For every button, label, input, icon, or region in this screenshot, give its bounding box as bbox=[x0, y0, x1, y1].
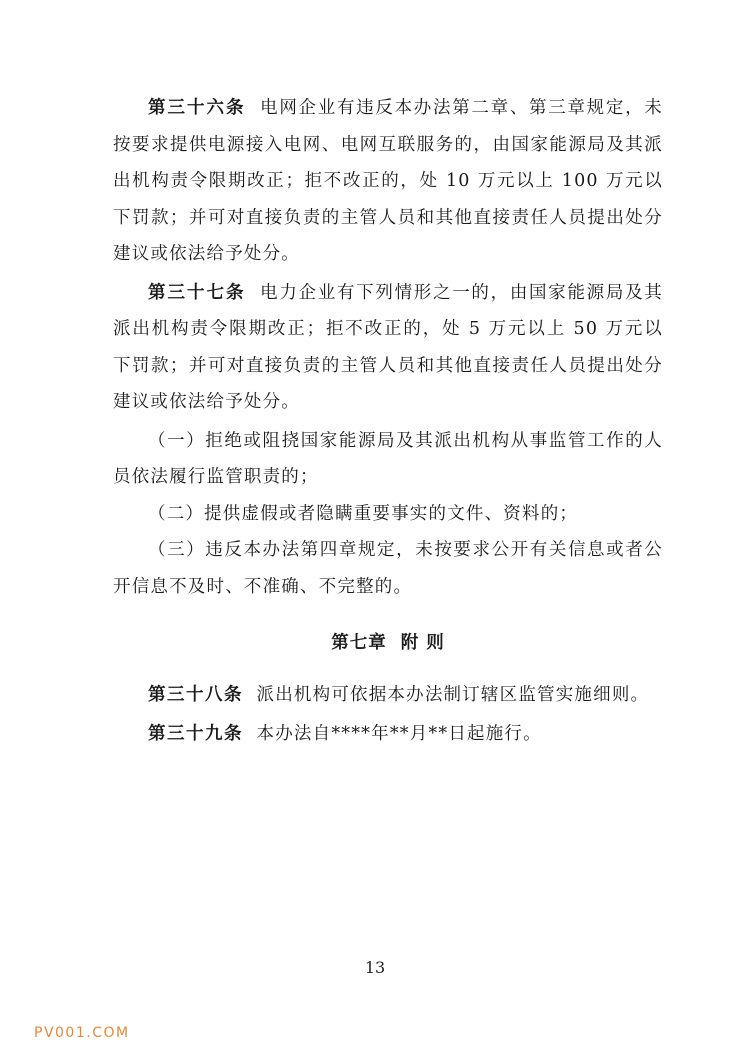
article-37-text: 电力企业有下列情形之一的，由国家能源局及其派出机构责令限期改正；拒不改正的，处 5 万元以上 50 万元以下罚款；并可对直接负责的主管人员和其他直接责任人员提出处分建议或依法给予处分。 bbox=[113, 282, 664, 412]
article-39 bbox=[113, 716, 663, 753]
document-body bbox=[113, 90, 663, 752]
article-36-heading: 第三十六条 bbox=[148, 98, 246, 118]
article-36-text: 电网企业有违反本办法第二章、第三章规定，未按要求提供电源接入电网、电网互联服务的，由国家能源局及其派出机构责令限期改正；拒不改正的，处 10 万元以上 100 万元以下罚款；并可对直接负责的主管人员和其他直接责任人员提出处分建议或依法给予处分。 bbox=[113, 98, 664, 264]
article-37-heading: 第三十七条 bbox=[148, 282, 246, 303]
site-watermark: PV001.COM bbox=[34, 1025, 130, 1041]
article-39-text: 本办法自****年**月**日起施行。 bbox=[256, 723, 542, 744]
article-39-heading: 第三十九条 bbox=[148, 723, 243, 744]
article-37-item-2: （二）提供虚假或者隐瞒重要事实的文件、资料的； bbox=[148, 503, 579, 524]
page-number: 13 bbox=[364, 958, 386, 977]
article-37-item-3: （三）违反本办法第四章规定，未按要求公开有关信息或者公开信息不及时、不准确、不完整的。 bbox=[113, 540, 663, 597]
article-38 bbox=[113, 677, 663, 714]
chapter-title: 附 则 bbox=[400, 633, 445, 653]
chapter-number: 第七章 bbox=[331, 633, 387, 653]
chapter-heading bbox=[113, 623, 663, 663]
article-37-item-1: （一）拒绝或阻挠国家能源局及其派出机构从事监管工作的人员依法履行监管职责的； bbox=[113, 430, 663, 487]
article-37 bbox=[113, 275, 663, 421]
article-36 bbox=[113, 90, 663, 273]
article-38-heading: 第三十八条 bbox=[148, 685, 243, 705]
article-38-text: 派出机构可依据本办法制订辖区监管实施细则。 bbox=[256, 685, 650, 705]
